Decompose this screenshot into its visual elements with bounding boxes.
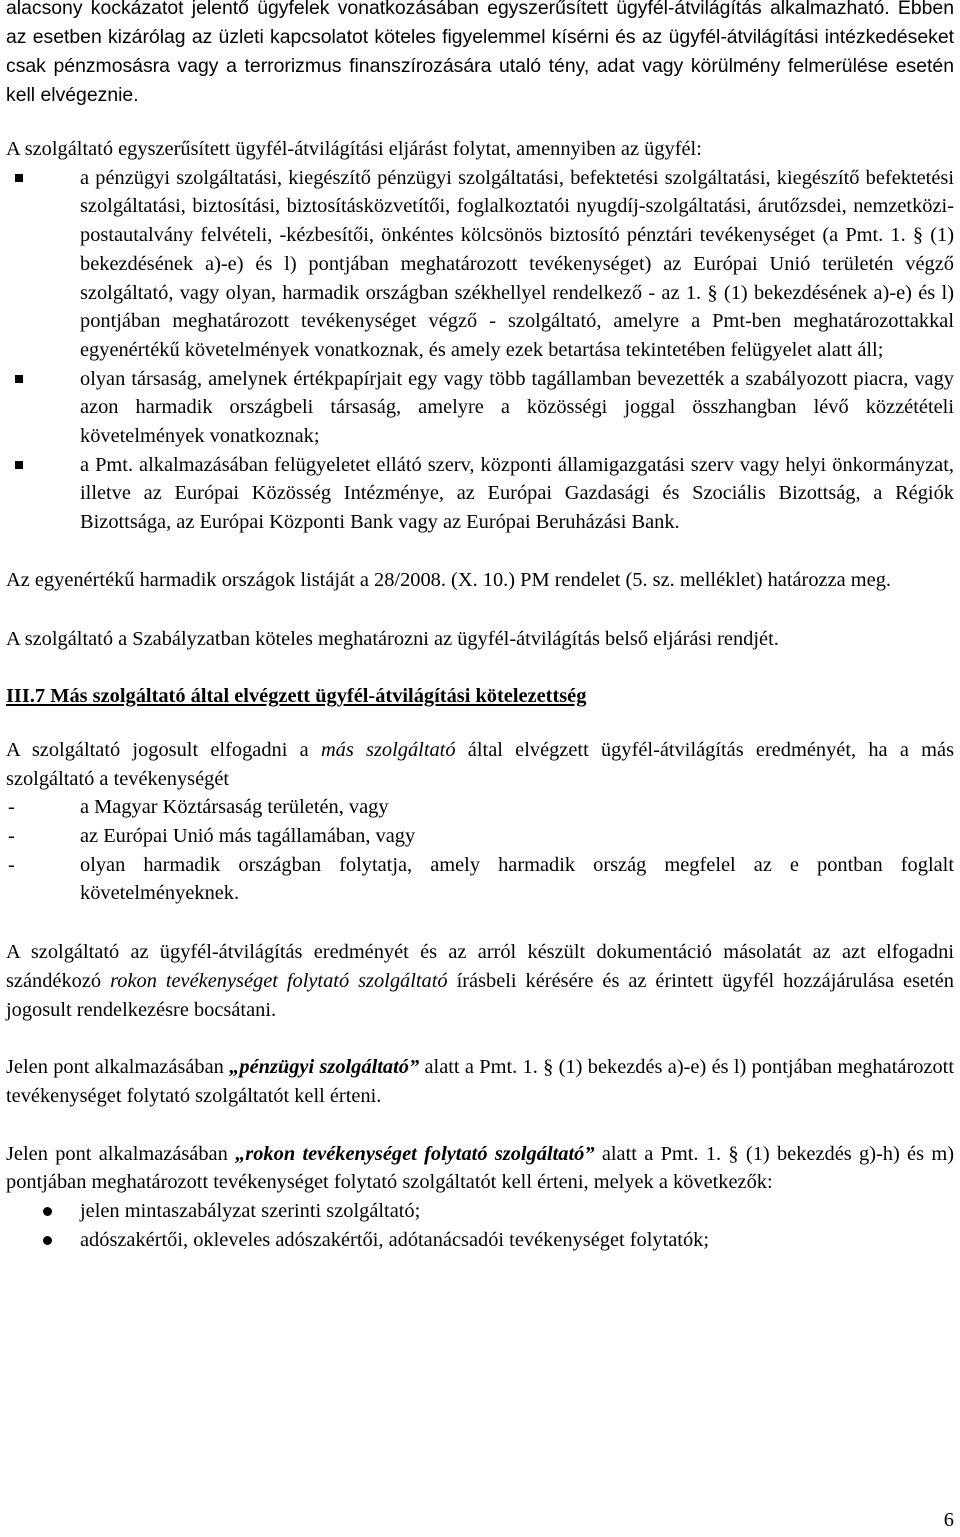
accept-section [6, 736, 954, 908]
financial-text: Jelen pont alkalmazásában [6, 1056, 230, 1079]
dash-marker: - [8, 825, 15, 848]
related-term: „rokon tevékenységet folytató szolgáltató” [235, 1142, 595, 1165]
section-number: III. [6, 685, 35, 708]
simplified-section [6, 135, 954, 537]
related-list-item: adószakértői, okleveles adószakértői, adótanácsadói tevékenységet folytatók; [6, 1226, 954, 1255]
financial-text-rest: alatt a Pmt. 1. § (1) bekezdés a)-e) és l) pontjában meghatározott tevékenységet folytató szolgáltatót kell érteni. [6, 1056, 955, 1107]
accept-list-item [6, 822, 954, 851]
simplified-list-item: olyan társaság, amelynek értékpapírjait egy vagy több tagállamban bevezették a szabályozott piacra, vagy azon harmadik országbeli társaság, amelyre a közösségi joggal összhangban lévő közzétételi követelmények vonatkoznak; [6, 365, 954, 451]
accept-text: A szolgáltató jogosult elfogadni a [6, 738, 321, 761]
related-text: Jelen pont alkalmazásában [6, 1142, 236, 1165]
accept-item-text: a Magyar Köztársaság területén, vagy [80, 796, 389, 819]
dash-marker: - [8, 853, 15, 876]
simplified-list [6, 164, 954, 537]
financial-provider-paragraph [6, 1053, 954, 1110]
section-title: 7 Más szolgáltató által elvégzett ügyfél-átvilágítási kötelezettség [34, 685, 587, 708]
related-paragraph [6, 1140, 954, 1197]
accept-emphasis: más szolgáltató [320, 738, 456, 761]
intro-sentence-2: Ebben az esetben kizárólag az üzleti kapcsolatot köteles figyelemmel kísérni és az ügyfél-átvilágítási intézkedéseket csak pénzmosásra vagy a terrorizmus finanszírozására utaló tény, adat vagy körülmény felmerülése esetén kell elvégeznie. [6, 0, 954, 106]
accept-list-item [6, 851, 954, 908]
transfer-text: A szolgáltató az ügyfél-átvilágítás eredményét és az arról készült dokumentáció másolatát az azt elfogadni szándékozó [6, 941, 954, 992]
transfer-paragraph [6, 938, 954, 1024]
accept-item-text: az Európai Unió más tagállamában, vagy [80, 825, 416, 848]
page-number: 6 [943, 1509, 954, 1531]
related-list-item: jelen mintaszabályzat szerinti szolgáltató; [6, 1197, 954, 1226]
simplified-list-item: a Pmt. alkalmazásában felügyeletet ellátó szerv, központi államigazgatási szerv vagy helyi önkormányzat, illetve az Európai Közösség Intézménye, az Európai Gazdasági és Szociális Bizottság, a Régiók Bizottsága, az Európai Központi Bank vagy az Európai Beruházási Bank. [6, 451, 954, 537]
dash-marker: - [8, 796, 15, 819]
internal-order-paragraph: A szolgáltató a Szabályzatban köteles meghatározni az ügyfél-átvilágítás belső eljárási rendjét. [6, 627, 779, 650]
accept-text-rest: által elvégzett ügyfél-átvilágítás eredményét, ha a más szolgáltató a tevékenységét [6, 738, 955, 790]
intro-paragraph [6, 0, 954, 110]
accept-list-item [6, 793, 954, 822]
equivalent-countries-paragraph: Az egyenértékű harmadik országok listáját a 28/2008. (X. 10.) PM rendelet (5. sz. melléklet) határozza meg. [6, 568, 891, 591]
transfer-emphasis: rokon tevékenységet folytató szolgáltató [110, 969, 448, 992]
transfer-text-rest: írásbeli kérésére és az érintett ügyfél hozzájárulása esetén jogosult rendelkezésre bocsátani. [6, 969, 954, 1021]
related-section [6, 1140, 954, 1255]
accept-list [6, 793, 954, 908]
simplified-lead: A szolgáltató egyszerűsített ügyfél-átvilágítási eljárást folytat, amennyiben az ügyfél: [6, 138, 702, 160]
intro-sentence-1: alacsony kockázatot jelentő ügyfelek vonatkozásában egyszerűsített ügyfél-átvilágítás alkalmazható. [6, 0, 898, 19]
related-text-rest: alatt a Pmt. 1. § (1) bekezdés g)-h) és m) pontjában meghatározott tevékenységet folytató szolgáltatót kell érteni, melyek a következők: [6, 1142, 954, 1194]
simplified-list-item: a pénzügyi szolgáltatási, kiegészítő pénzügyi szolgáltatási, befektetési szolgáltatási, kiegészítő befektetési szolgáltatási, biztosítási, biztosításközvetítői, foglalkoztatói nyugdíj-szolgáltatási, árutőzsdei, nemzetközi-postautalvány felvételi, -kézbesítői, önkéntes kölcsönös biztosító pénztári tevékenységet (a Pmt. 1. § (1) bekezdésének a)-e) és l) pontjában meghatározott tevékenységet) az Európai Unió területén végző szolgáltató, vagy olyan, harmadik országban székhellyel rendelkező - az 1. § (1) bekezdésének a)-e) és l) pontjában meghatározott tevékenységet végző - szolgáltató, amelyre a Pmt-ben meghatározottakkal egyenértékű követelmények vonatkoznak, és amely ezek betartása tekintetében felügyelet alatt áll; [6, 164, 954, 365]
related-list [6, 1197, 954, 1254]
section-heading [6, 682, 954, 711]
financial-term: „pénzügyi szolgáltató” [229, 1056, 420, 1079]
accept-paragraph [6, 736, 954, 793]
accept-item-text: olyan harmadik országban folytatja, amely harmadik ország megfelel az e pontban foglalt követelményeknek. [80, 853, 954, 905]
